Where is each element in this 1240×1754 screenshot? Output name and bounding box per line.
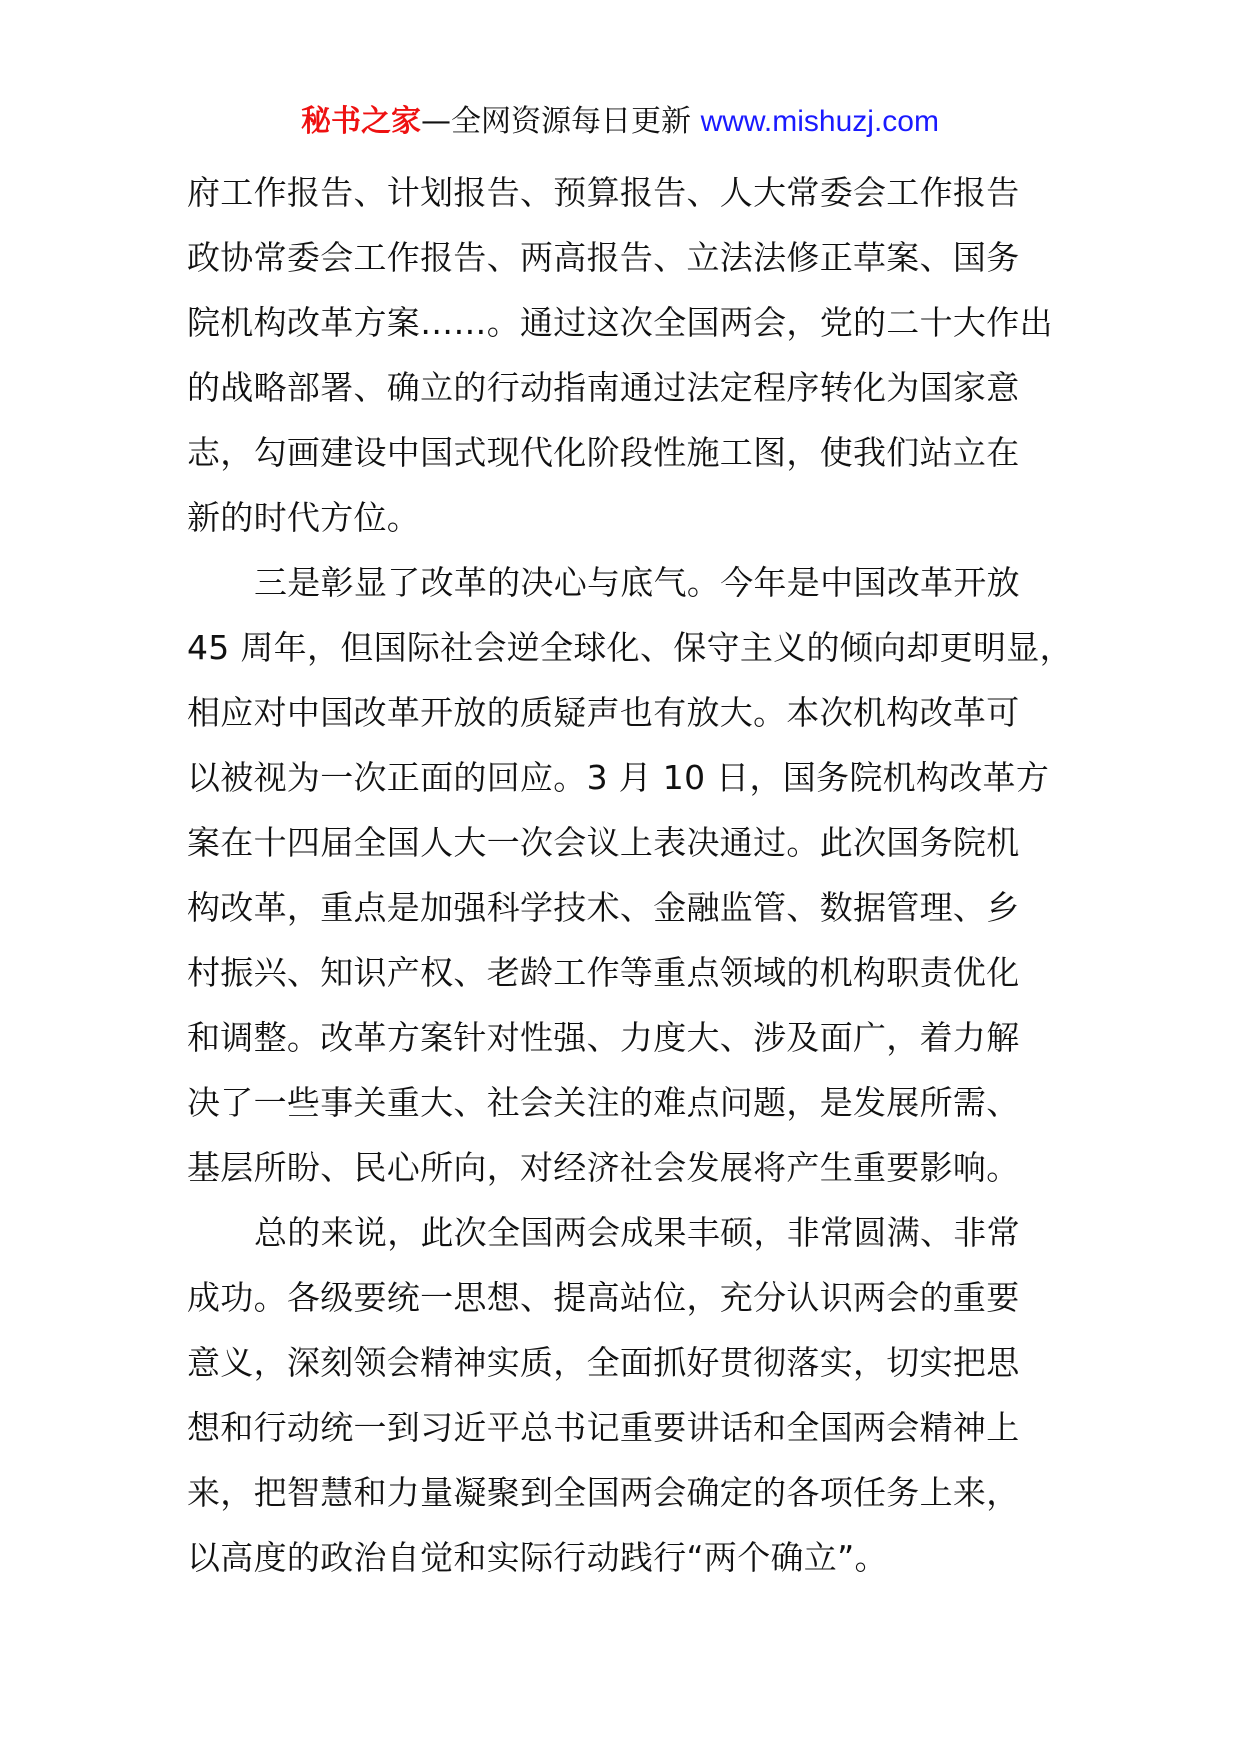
text-line: 新的时代方位。	[187, 498, 421, 537]
text-line: 想和行动统一到习近平总书记重要讲话和全国两会精神上	[187, 1408, 1020, 1447]
text-line: 府工作报告、计划报告、预算报告、人大常委会工作报告	[187, 173, 1020, 212]
text-line: 以高度的政治自觉和实际行动践行“两个确立”。	[187, 1538, 888, 1577]
text-line: 45 周年，但国际社会逆全球化、保守主义的倾向却更明显，	[187, 628, 1073, 667]
paragraph-first-line: 三是彰显了改革的决心与底气。今年是中国改革开放	[254, 563, 1020, 602]
text-line: 决了一些事关重大、社会关注的难点问题，是发展所需、	[187, 1083, 1020, 1122]
text-line: 以被视为一次正面的回应。3 月 10 日，国务院机构改革方	[187, 758, 1050, 797]
header-tagline: —全网资源每日更新	[421, 104, 692, 139]
text-line: 政协常委会工作报告、两高报告、立法法修正草案、国务	[187, 238, 1020, 277]
text-line: 基层所盼、民心所向，对经济社会发展将产生重要影响。	[187, 1148, 1020, 1187]
text-line: 志，勾画建设中国式现代化阶段性施工图，使我们站立在	[187, 433, 1020, 472]
text-line: 院机构改革方案……。通过这次全国两会，党的二十大作出	[187, 303, 1053, 342]
paragraph-first-line: 总的来说，此次全国两会成果丰硕，非常圆满、非常	[254, 1213, 1020, 1252]
text-line: 意义，深刻领会精神实质，全面抓好贯彻落实，切实把思	[187, 1343, 1020, 1382]
page-header	[0, 100, 1240, 144]
text-line: 成功。各级要统一思想、提高站位，充分认识两会的重要	[187, 1278, 1020, 1317]
text-line: 的战略部署、确立的行动指南通过法定程序转化为国家意	[187, 368, 1020, 407]
site-url-link[interactable]: www.mishuzj.com	[700, 105, 939, 138]
document-body	[187, 160, 1087, 1590]
text-line: 来，把智慧和力量凝聚到全国两会确定的各项任务上来，	[187, 1473, 1020, 1512]
text-line: 和调整。改革方案针对性强、力度大、涉及面广，着力解	[187, 1018, 1020, 1057]
text-line: 村振兴、知识产权、老龄工作等重点领域的机构职责优化	[187, 953, 1020, 992]
text-line: 案在十四届全国人大一次会议上表决通过。此次国务院机	[187, 823, 1020, 862]
text-line: 相应对中国改革开放的质疑声也有放大。本次机构改革可	[187, 693, 1020, 732]
brand-name: 秘书之家	[301, 104, 422, 139]
text-line: 构改革，重点是加强科学技术、金融监管、数据管理、乡	[187, 888, 1020, 927]
